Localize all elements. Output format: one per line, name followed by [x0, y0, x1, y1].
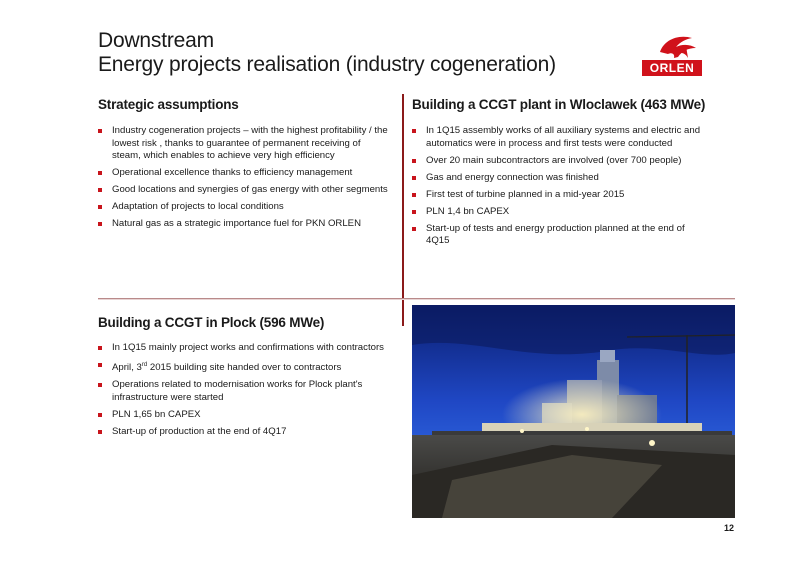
list-item: First test of turbine planned in a mid-year 2015: [410, 189, 710, 202]
title-line-1: Downstream: [98, 29, 214, 52]
construction-site-photo: [412, 305, 735, 518]
list-item: Operations related to modernisation works for Plock plant's infrastructure were started: [96, 379, 391, 404]
list-item: Start-up of tests and energy production planned at the end of 4Q15: [410, 223, 710, 248]
vertical-divider: [402, 94, 404, 326]
bullet-icon: [412, 193, 416, 197]
plock-list: [96, 342, 391, 443]
orlen-wordmark: ORLEN: [642, 60, 702, 76]
wloclawek-heading: Building a CCGT plant in Wloclawek (463 MWe): [412, 97, 706, 112]
bullet-icon: [98, 129, 102, 133]
strategic-assumptions-heading: Strategic assumptions: [98, 97, 239, 112]
bullet-icon: [412, 227, 416, 231]
bullet-icon: [412, 210, 416, 214]
strategic-list: [96, 125, 391, 235]
list-item: Operational excellence thanks to efficiency management: [96, 167, 391, 180]
list-item: PLN 1,65 bn CAPEX: [96, 409, 391, 422]
bullet-icon: [98, 188, 102, 192]
bullet-icon: [98, 205, 102, 209]
list-item: Gas and energy connection was finished: [410, 172, 710, 185]
bullet-icon: [98, 413, 102, 417]
plock-heading: Building a CCGT in Plock (596 MWe): [98, 315, 325, 330]
list-item: Natural gas as a strategic importance fuel for PKN ORLEN: [96, 218, 391, 231]
title-line-2: Energy projects realisation (industry cogeneration): [98, 53, 556, 76]
bullet-icon: [98, 430, 102, 434]
bullet-icon: [98, 346, 102, 350]
list-item: PLN 1,4 bn CAPEX: [410, 206, 710, 219]
page-title: [98, 29, 556, 77]
bullet-icon: [98, 383, 102, 387]
horizontal-divider-shadow: [98, 299, 735, 300]
wloclawek-list: [410, 125, 710, 253]
bullet-icon: [412, 159, 416, 163]
list-item: In 1Q15 mainly project works and confirmations with contractors: [96, 342, 391, 355]
list-item: Adaptation of projects to local conditions: [96, 201, 391, 214]
bullet-icon: [98, 222, 102, 226]
bullet-icon: [98, 171, 102, 175]
bullet-icon: [412, 129, 416, 133]
list-item: Good locations and synergies of gas energy with other segments: [96, 184, 391, 197]
list-item: April, 3rd 2015 building site handed over to contractors: [96, 359, 391, 375]
list-item: Start-up of production at the end of 4Q17: [96, 426, 391, 439]
list-item: Over 20 main subcontractors are involved (over 700 people): [410, 155, 710, 168]
list-item: In 1Q15 assembly works of all auxiliary systems and electric and automatics were in process and first tests were conducted: [410, 125, 710, 150]
page-number: 12: [724, 523, 735, 533]
bullet-icon: [98, 363, 102, 367]
bullet-icon: [412, 176, 416, 180]
list-item: Industry cogeneration projects – with the highest profitability / the lowest risk , thanks to guarantee of permanent receiving of steam, which enables to achieve very high efficiency: [96, 125, 391, 163]
